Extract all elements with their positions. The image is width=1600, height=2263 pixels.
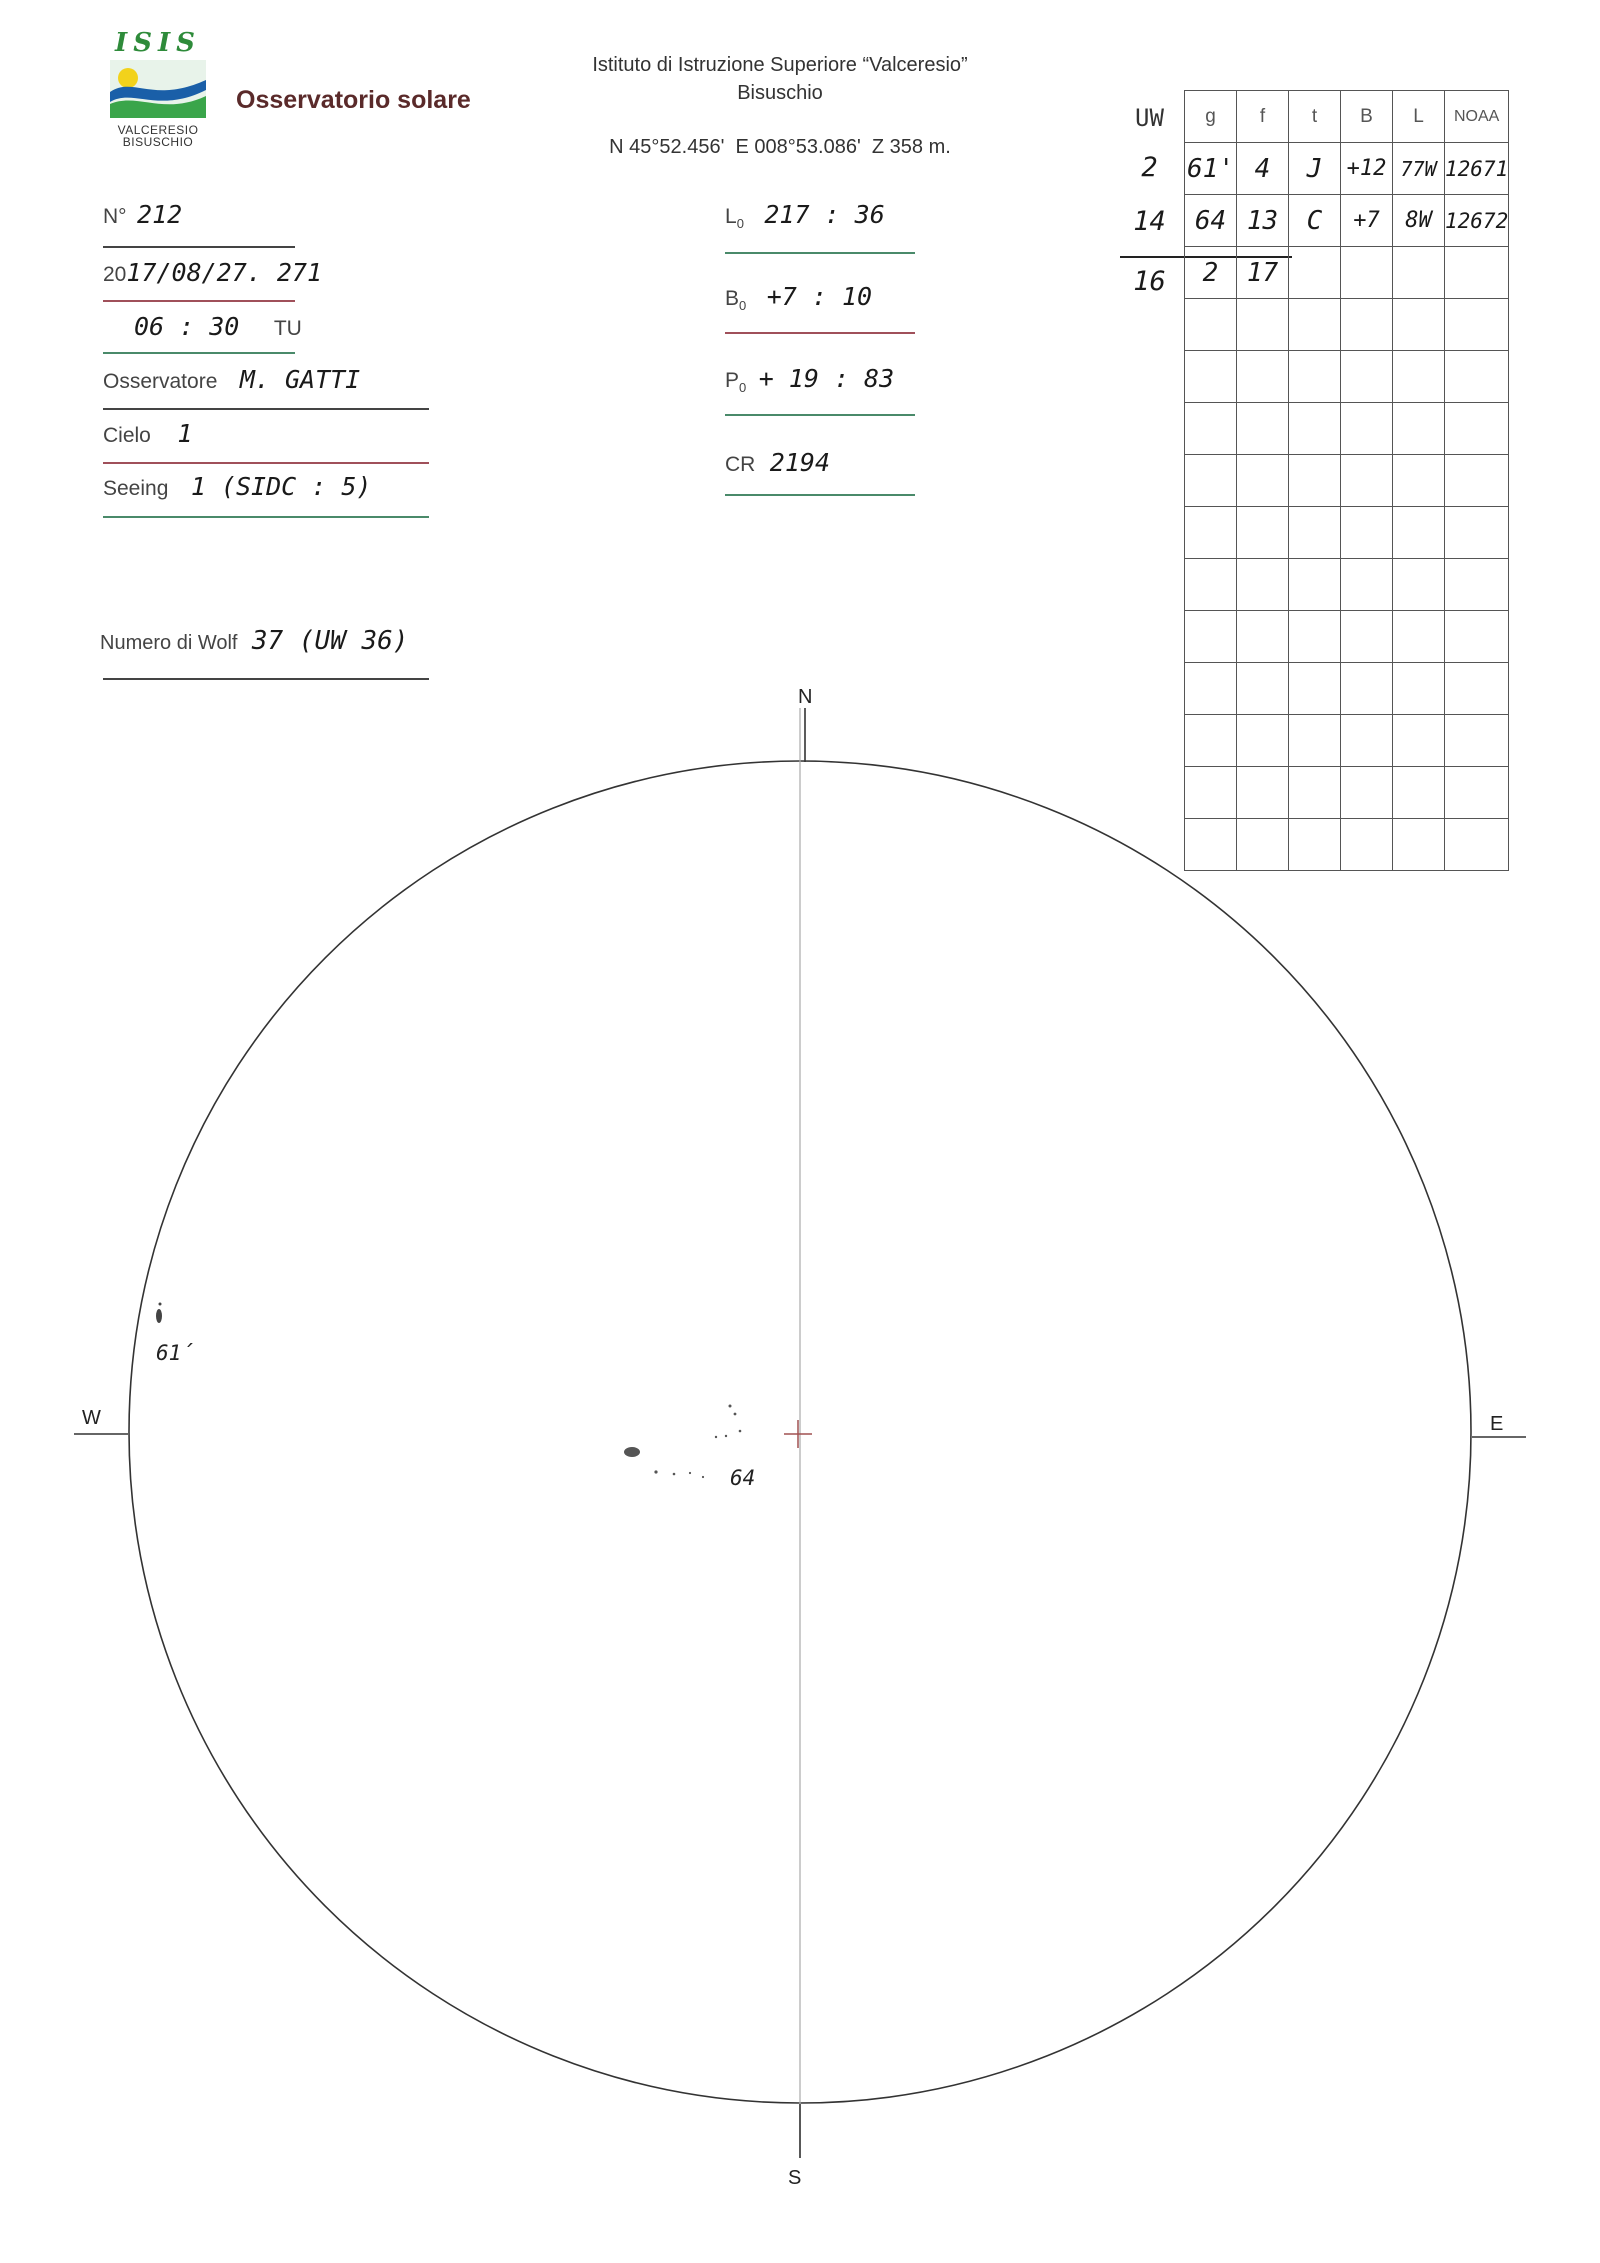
- cell-L: 77W: [1393, 143, 1445, 195]
- B0-value: +7 : 10: [766, 282, 873, 311]
- west-label: W: [82, 1407, 101, 1429]
- P0-subscript: 0: [739, 380, 747, 396]
- CR-value: 2194: [769, 448, 831, 477]
- sunspot-dot: [715, 1436, 717, 1438]
- cell-noaa: 12672: [1445, 195, 1509, 247]
- cell-L: 8W: [1393, 195, 1445, 247]
- cell-g: 64: [1185, 195, 1237, 247]
- wolf-label: Numero di Wolf: [100, 632, 238, 654]
- cell-noaa: 12671: [1445, 143, 1509, 195]
- observer-value: M. GATTI: [239, 365, 361, 394]
- observatory-coordinates: N 45°52.456' E 008°53.086' Z 358 m.: [609, 136, 951, 158]
- B0-subscript: 0: [739, 298, 747, 314]
- seeing-label: Seeing: [103, 477, 169, 500]
- cell-f: 4: [1237, 143, 1289, 195]
- date-prefix: 20: [103, 263, 127, 286]
- B0-label: $B_0$: [725, 287, 747, 314]
- header-t: t: [1289, 91, 1341, 143]
- sunspot-dot: [739, 1430, 742, 1433]
- wolf-value: 37 (UW 36): [251, 626, 409, 656]
- institute-name: Istituto di Istruzione Superiore “Valceresio”: [592, 54, 968, 76]
- east-label: E: [1490, 1413, 1504, 1435]
- L0-subscript: 0: [736, 216, 744, 232]
- cell-t: C: [1289, 195, 1341, 247]
- time-value: 06 : 30: [134, 312, 240, 341]
- L0-label: $L_0$: [725, 205, 744, 232]
- sky-label: Cielo: [103, 424, 151, 447]
- cell-g: 2: [1185, 247, 1237, 299]
- cell-t: J: [1289, 143, 1341, 195]
- sunspot-group-61-dot: [159, 1303, 162, 1306]
- uw-value-row2: 14: [1133, 206, 1166, 237]
- sunspot-dot: [702, 1476, 704, 1478]
- P0-value: + 19 : 83: [758, 364, 895, 393]
- cell-B: +7: [1341, 195, 1393, 247]
- sunspot-group-64-leader: [624, 1447, 640, 1457]
- cell-f: 13: [1237, 195, 1289, 247]
- south-label: S: [788, 2167, 802, 2189]
- cell-B: +12: [1341, 143, 1393, 195]
- header-g: g: [1185, 91, 1237, 143]
- header-B: B: [1341, 91, 1393, 143]
- sunspot-dot: [689, 1472, 691, 1474]
- header-f: f: [1237, 91, 1289, 143]
- logo-sub2: BISUSCHIO: [122, 135, 194, 149]
- sunspot-dot: [729, 1405, 732, 1408]
- number-value: 212: [137, 200, 183, 229]
- number-label: N°: [103, 205, 127, 228]
- group2-label: 64: [730, 1466, 756, 1490]
- logo-text: ISIS: [115, 28, 201, 58]
- L0-value: 217 : 36: [764, 200, 885, 229]
- cell-g: 61': [1185, 143, 1237, 195]
- header-noaa: NOAA: [1445, 91, 1509, 143]
- P0-label: $P_0$: [725, 369, 747, 396]
- sunspot-group-61: [156, 1309, 162, 1323]
- date-value: 17/08/27. 271: [126, 258, 323, 287]
- institute-city: Bisuschio: [737, 82, 823, 104]
- sunspot-dot: [725, 1435, 727, 1437]
- page-title: Osservatorio solare: [236, 86, 471, 114]
- sky-value: 1: [177, 419, 193, 448]
- seeing-value: 1 (SIDC : 5): [190, 472, 372, 501]
- logo-sub1: VALCERESIO: [117, 123, 199, 137]
- north-label: N: [798, 686, 813, 708]
- uw-header: UW: [1135, 104, 1164, 132]
- group1-label: 61´: [156, 1341, 194, 1365]
- time-unit: TU: [273, 317, 302, 340]
- cell-f: 17: [1237, 247, 1289, 299]
- sunspot-dot: [654, 1470, 657, 1473]
- uw-value-row3: 16: [1133, 266, 1166, 297]
- CR-label: CR: [725, 453, 756, 476]
- observer-label: Osservatore: [103, 370, 218, 393]
- sunspot-dot: [734, 1413, 737, 1416]
- header-L: L: [1393, 91, 1445, 143]
- sunspot-dot: [673, 1473, 676, 1476]
- uw-value-row1: 2: [1141, 152, 1158, 183]
